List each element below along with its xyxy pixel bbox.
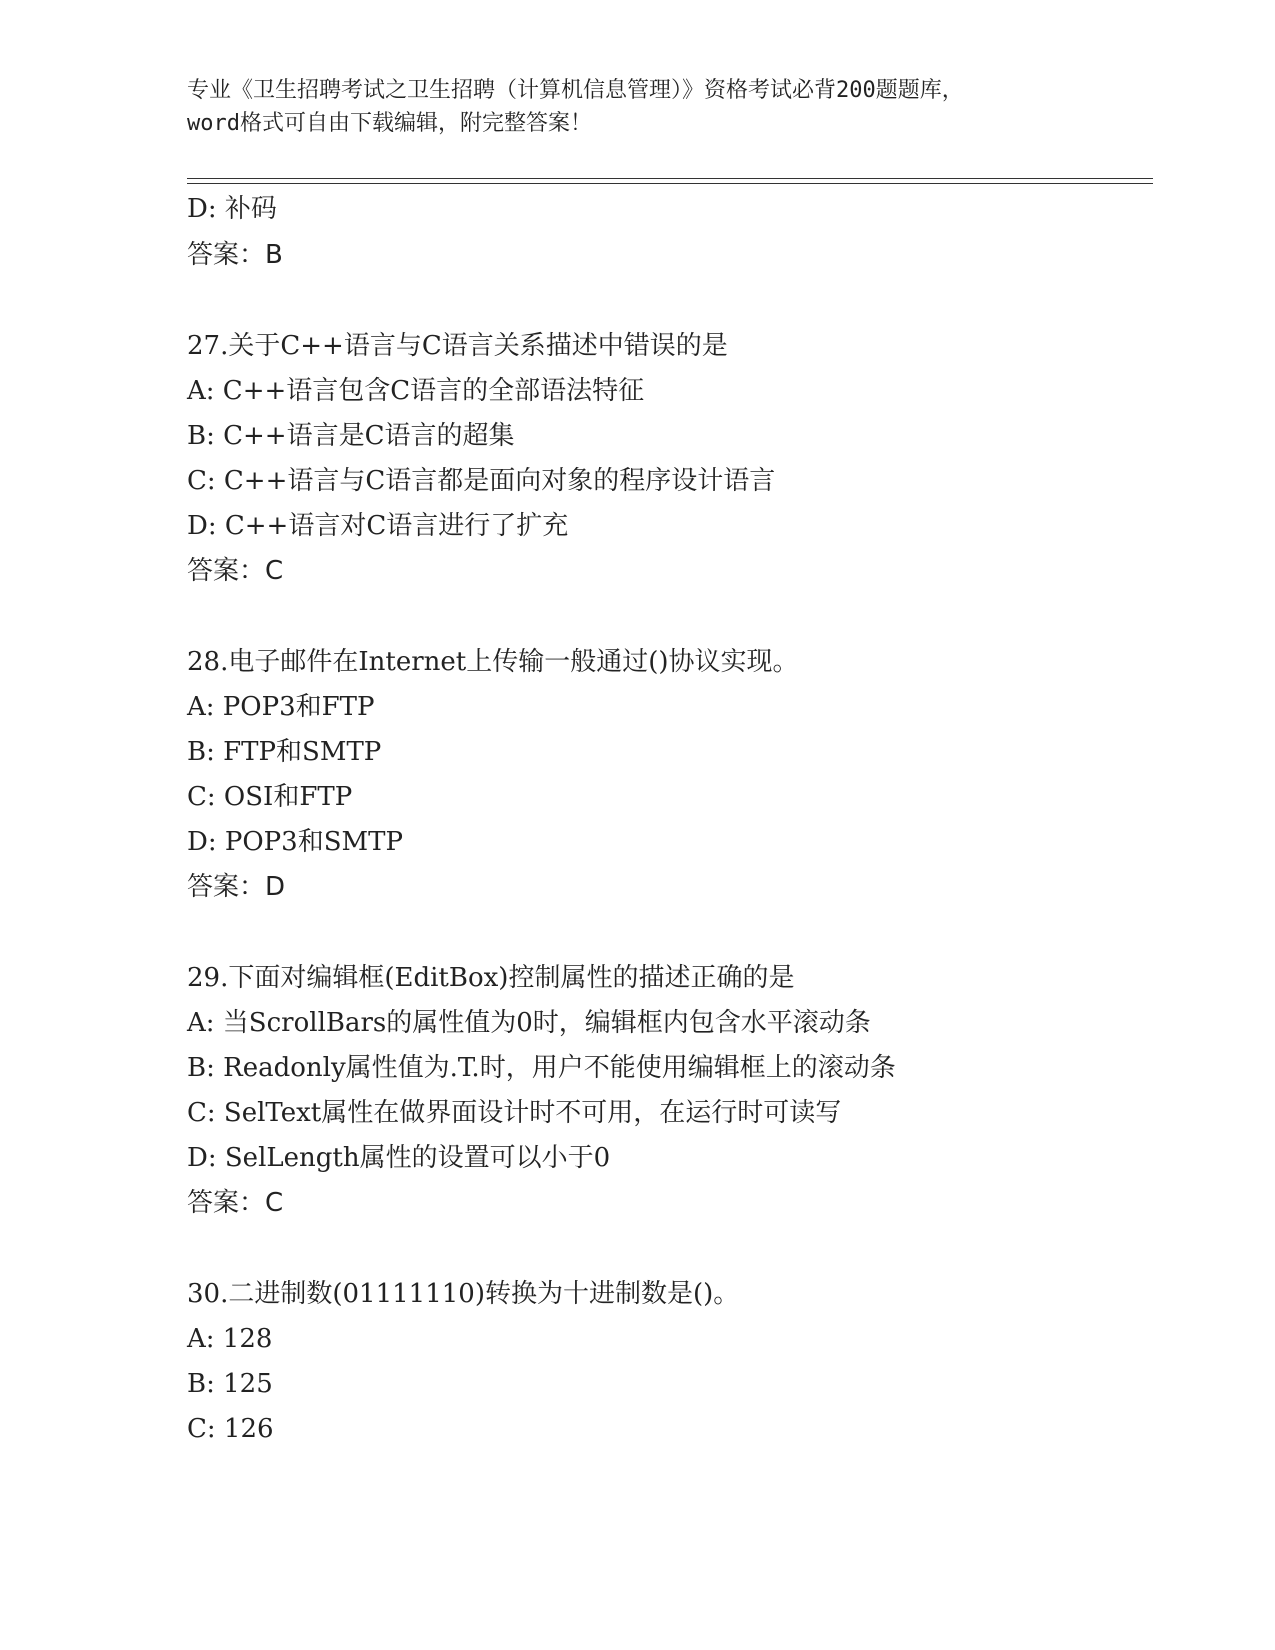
header-divider-top <box>187 178 1153 179</box>
question-28-option-d: D: POP3和SMTP <box>187 827 403 857</box>
question-27-stem: 27.关于C++语言与C语言关系描述中错误的是 <box>187 331 728 361</box>
question-29-option-d: D: SelLength属性的设置可以小于0 <box>187 1143 611 1173</box>
question-28-option-a: A: POP3和FTP <box>187 692 375 722</box>
question-29-answer: 答案：C <box>187 1188 284 1218</box>
header-subtitle-line: word格式可自由下载编辑，附完整答案！ <box>187 111 592 136</box>
question-28-answer: 答案：D <box>187 872 286 902</box>
question-28-option-c: C: OSI和FTP <box>187 782 353 812</box>
question-29-option-b: B: Readonly属性值为.T.时，用户不能使用编辑框上的滚动条 <box>187 1053 896 1083</box>
question-28-option-b: B: FTP和SMTP <box>187 737 382 767</box>
question-28-stem: 28.电子邮件在Internet上传输一般通过()协议实现。 <box>187 647 799 677</box>
question-27-option-a: A: C++语言包含C语言的全部语法特征 <box>187 376 645 406</box>
question-30-stem: 30.二进制数(01111110)转换为十进制数是()。 <box>187 1279 740 1309</box>
question-27-option-b: B: C++语言是C语言的超集 <box>187 421 515 451</box>
prev-answer: 答案：B <box>187 240 283 270</box>
question-29-option-c: C: SelText属性在做界面设计时不可用，在运行时可读写 <box>187 1098 842 1128</box>
document-header <box>187 74 1087 140</box>
prev-option-d: D: 补码 <box>187 194 277 224</box>
question-29-stem: 29.下面对编辑框(EditBox)控制属性的描述正确的是 <box>187 963 795 993</box>
header-divider-bottom <box>187 183 1153 184</box>
question-27-option-d: D: C++语言对C语言进行了扩充 <box>187 511 569 541</box>
header-title-line: 专业《卫生招聘考试之卫生招聘（计算机信息管理）》资格考试必背200题题库， <box>187 78 964 103</box>
question-27-answer: 答案：C <box>187 556 284 586</box>
question-30-option-c: C: 126 <box>187 1414 274 1444</box>
question-30-option-a: A: 128 <box>187 1324 273 1354</box>
question-30-option-b: B: 125 <box>187 1369 273 1399</box>
question-29-option-a: A: 当ScrollBars的属性值为0时，编辑框内包含水平滚动条 <box>187 1008 871 1038</box>
question-27-option-c: C: C++语言与C语言都是面向对象的程序设计语言 <box>187 466 776 496</box>
